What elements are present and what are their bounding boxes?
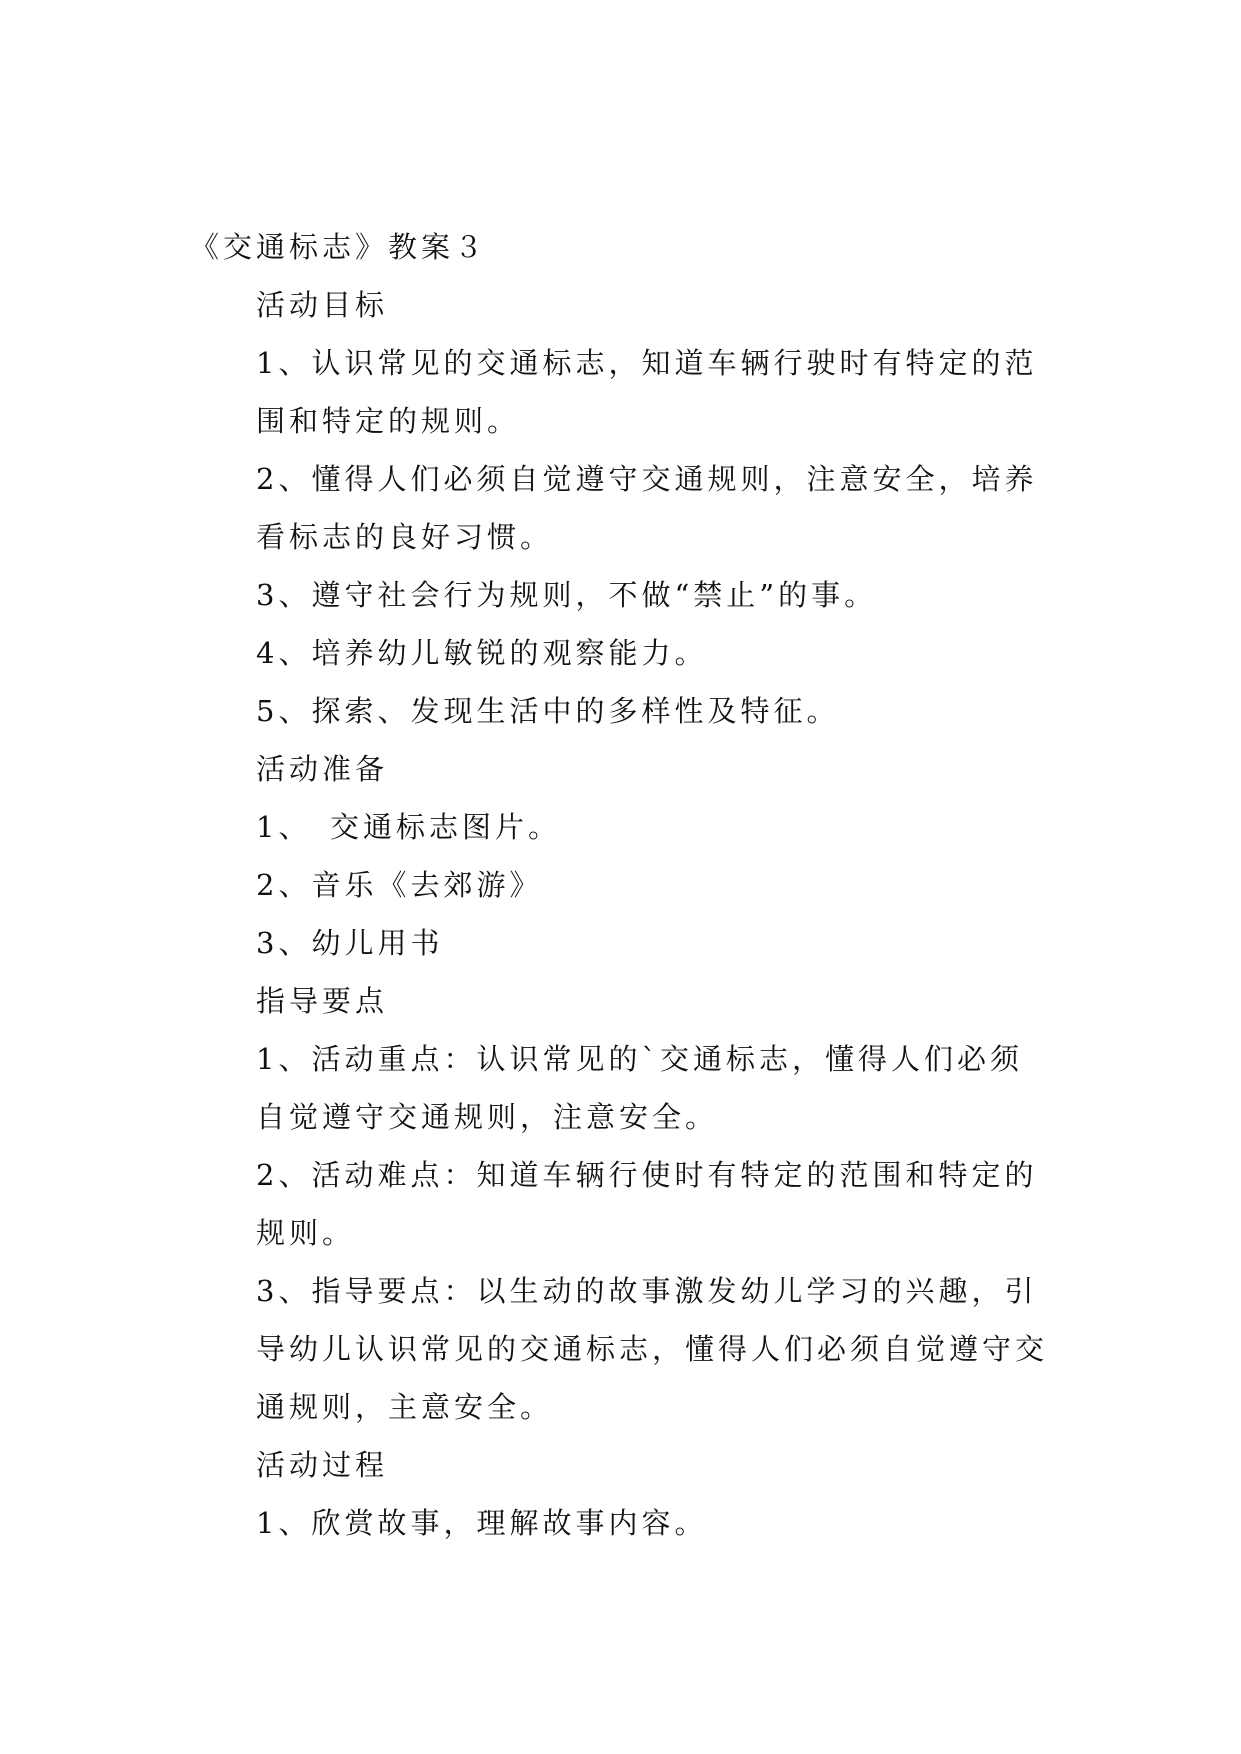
document-body	[190, 218, 1050, 1552]
process-item-1: 1、欣赏故事，理解故事内容。	[256, 1506, 708, 1540]
preparation-item-1: 1、 交通标志图片。	[256, 810, 561, 844]
goal-item-1: 1、认识常见的交通标志，知道车辆行驶时有特定的范围和特定的规则。	[256, 346, 1038, 438]
section-heading-process: 活动过程	[256, 1448, 389, 1482]
guidance-item-1: 1、活动重点：认识常见的`交通标志，懂得人们必须自觉遵守交通规则，注意安全。	[256, 1042, 1023, 1134]
section-heading-goals: 活动目标	[256, 288, 389, 322]
goal-item-5: 5、探索、发现生活中的多样性及特征。	[256, 694, 840, 728]
guidance-item-2: 2、活动难点：知道车辆行使时有特定的范围和特定的规则。	[256, 1158, 1038, 1250]
goal-item-3: 3、遵守社会行为规则，不做“禁止”的事。	[256, 578, 878, 612]
preparation-item-3: 3、幼儿用书	[256, 926, 444, 960]
section-heading-preparation: 活动准备	[256, 752, 389, 786]
goal-item-4: 4、培养幼儿敏锐的观察能力。	[256, 636, 708, 670]
goal-item-2: 2、懂得人们必须自觉遵守交通规则，注意安全，培养看标志的良好习惯。	[256, 462, 1038, 554]
section-heading-guidance: 指导要点	[256, 984, 389, 1018]
document-title: 《交通标志》教案３	[190, 230, 488, 264]
preparation-item-2: 2、音乐《去郊游》	[256, 868, 543, 902]
guidance-item-3: 3、指导要点：以生动的故事激发幼儿学习的兴趣，引导幼儿认识常见的交通标志，懂得人们必须自觉遵守交通规则，主意安全。	[256, 1274, 1049, 1424]
